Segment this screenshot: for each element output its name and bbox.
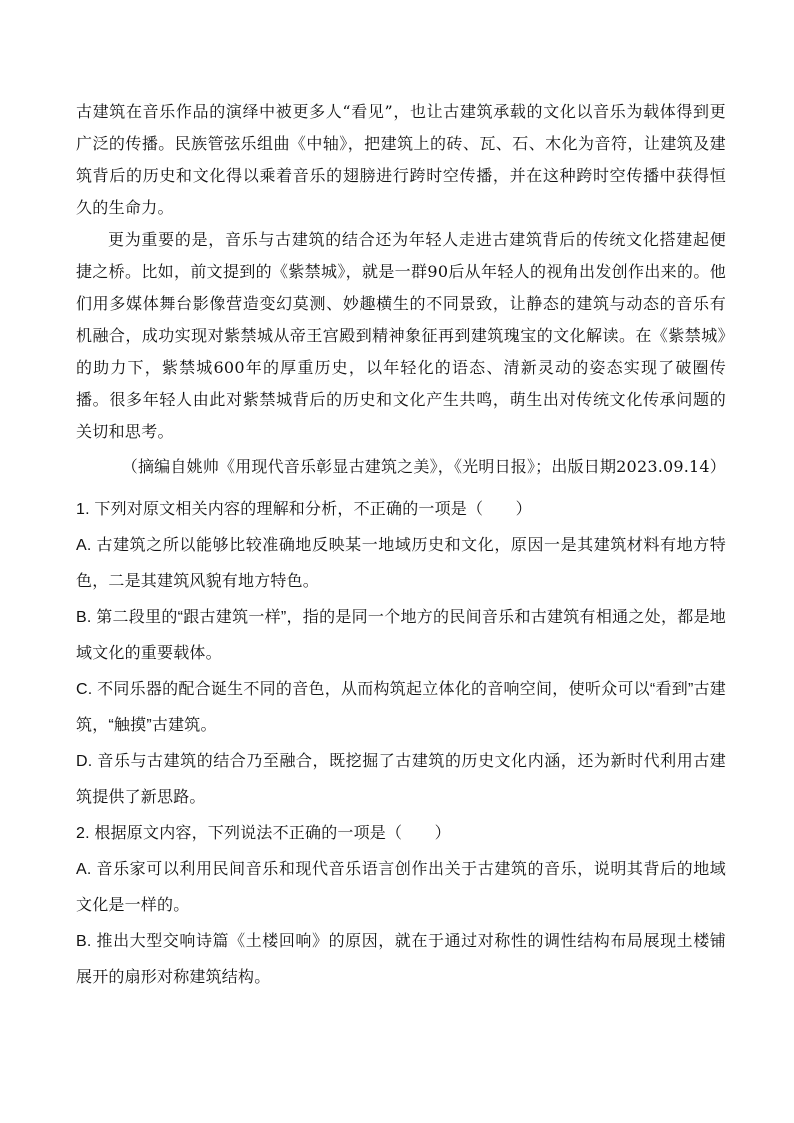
passage-paragraph-1: 古建筑在音乐作品的演绎中被更多人“看见”，也让古建筑承载的文化以音乐为载体得到更广泛的传播。民族管弦乐组曲《中轴》，把建筑上的砖、瓦、石、木化为音符，让建筑及建筑背后的历史和文化得以乘着音乐的翅膀进行跨时空传播，并在这种跨时空传播中获得恒久的生命力。: [76, 102, 726, 217]
option-a: A. 古建筑之所以能够比较准确地反映某一地域历史和文化，原因一是其建筑材料有地方特色，二是其建筑风貌有地方特色。: [76, 537, 726, 590]
option-a: A. 音乐家可以利用民间音乐和现代音乐语言创作出关于古建筑的音乐，说明其背后的地域文化是一样的。: [76, 861, 726, 914]
option-c: C. 不同乐器的配合诞生不同的音色，从而构筑起立体化的音响空间，使听众可以“看到”古建筑，“触摸”古建筑。: [76, 681, 726, 734]
question-stem: 1. 下列对原文相关内容的理解和分析，不正确的一项是（ ）: [76, 501, 532, 518]
question-stem: 2. 根据原文内容，下列说法不正确的一项是（ ）: [76, 825, 451, 842]
option-b: B. 第二段里的“跟古建筑一样”，指的是同一个地方的民间音乐和古建筑有相通之处，都是地域文化的重要载体。: [76, 609, 726, 662]
question-1: [76, 492, 726, 816]
reading-passage: [76, 96, 726, 448]
source-citation: （摘编自姚帅《用现代音乐彰显古建筑之美》，《光明日报》；出版日期2023.09.14）: [121, 457, 726, 476]
question-list: [76, 492, 726, 996]
option-d: D. 音乐与古建筑的结合乃至融合，既挖掘了古建筑的历史文化内涵，还为新时代利用古建筑提供了新思路。: [76, 753, 726, 806]
passage-paragraph-2: 更为重要的是，音乐与古建筑的结合还为年轻人走进古建筑背后的传统文化搭建起便捷之桥。比如，前文提到的《紫禁城》，就是一群90后从年轻人的视角出发创作出来的。他们用多媒体舞台影像营造变幻莫测、妙趣横生的不同景致，让静态的建筑与动态的音乐有机融合，成功实现对紫禁城从帝王宫殿到精神象征再到建筑瑰宝的文化解读。在《紫禁城》的助力下，紫禁城600年的厚重历史，以年轻化的语态、清新灵动的姿态实现了破圈传播。很多年轻人由此对紫禁城背后的历史和文化产生共鸣，萌生出对传统文化传承问题的关切和思考。: [76, 230, 726, 441]
option-b: B. 推出大型交响诗篇《土楼回响》的原因，就在于通过对称性的调性结构布局展现土楼铺展开的扇形对称建筑结构。: [76, 933, 726, 986]
question-2: [76, 816, 726, 996]
